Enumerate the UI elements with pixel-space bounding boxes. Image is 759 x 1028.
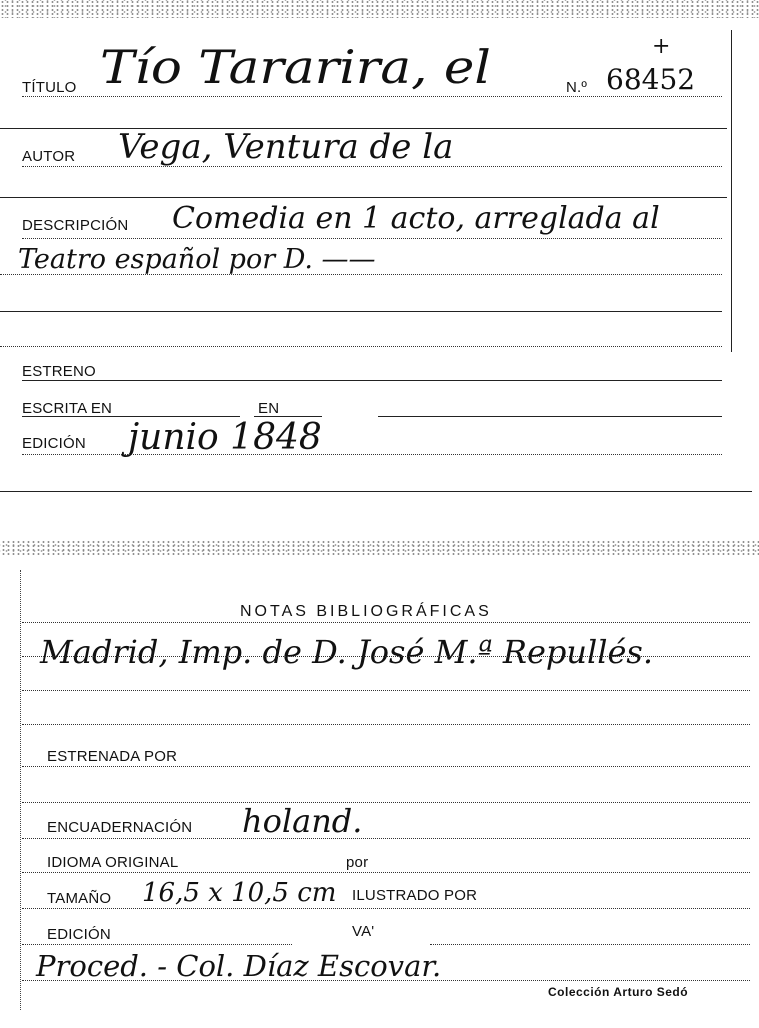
notas-line-1: Madrid, Imp. de D. José M.ª Repullés. [40,633,654,671]
idioma-rule [22,872,750,873]
estreno-rule [22,380,722,381]
autor-rule [22,166,722,167]
edicion-label: EDICIÓN [22,435,86,452]
estreno-label: ESTRENO [22,363,96,380]
procedencia-rule [22,980,750,981]
notas-rule-4 [22,802,750,803]
encuadernacion-rule [22,838,750,839]
autor-value: Vega, Ventura de la [118,127,454,167]
numero-value: 68452 [606,63,696,96]
ilustrado-por-label: ILUSTRADO POR [352,887,478,904]
card-bottom-left-edge [20,570,21,1010]
encuadernacion-value: holand. [242,802,363,840]
edicion-value: junio 1848 [128,417,322,458]
titulo-value: Tío Tararira, el [100,40,491,94]
autor-label: AUTOR [22,148,76,165]
ruled-line-4 [0,346,722,347]
notas-rule-3 [22,724,750,725]
idioma-por-label: por [346,854,369,871]
idioma-original-label: IDIOMA ORIGINAL [47,854,179,871]
descripcion-label: DESCRIPCIÓN [22,217,129,234]
tamano-rule [22,908,750,909]
descripcion-rule-2 [0,274,722,275]
descripcion-value-line2: Teatro español por D. —— [18,244,376,275]
ruled-line-3 [0,311,722,312]
card-top-bottom-edge [0,491,752,492]
estrenada-por-rule [22,766,750,767]
descripcion-value-line1: Comedia en 1 acto, arreglada al [172,201,660,236]
numero-mark: + [652,34,671,59]
en-label: EN [258,400,280,417]
edicion-bottom-rule-right [430,944,750,945]
scan-noise-top [0,0,759,18]
notas-rule-top [22,622,750,623]
procedencia-value: Proced. - Col. Díaz Escovar. [36,949,442,983]
ruled-line-2 [0,197,727,198]
notas-rule-1 [22,656,750,657]
scan-noise-middle [0,540,759,556]
va-label: VA' [352,923,375,940]
estrenada-por-label: ESTRENADA POR [47,748,178,765]
edicion-bottom-rule [22,944,292,945]
numero-label: N.º [566,79,588,96]
escrita-en-extra-rule [378,416,722,417]
encuadernacion-label: ENCUADERNACIÓN [47,819,193,836]
tamano-label: TAMAÑO [47,890,112,907]
notas-rule-2 [22,690,750,691]
edicion-rule [22,454,722,455]
edicion-bottom-label: EDICIÓN [47,926,111,943]
descripcion-rule-1 [22,238,722,239]
escrita-en-label: ESCRITA EN [22,400,113,417]
card-top-right-edge [731,30,732,352]
notas-heading: NOTAS BIBLIOGRÁFICAS [240,603,492,620]
collection-credit: Colección Arturo Sedó [548,985,689,999]
titulo-rule [22,96,722,97]
tamano-value: 16,5 x 10,5 cm [142,878,337,908]
titulo-label: TÍTULO [22,79,77,96]
